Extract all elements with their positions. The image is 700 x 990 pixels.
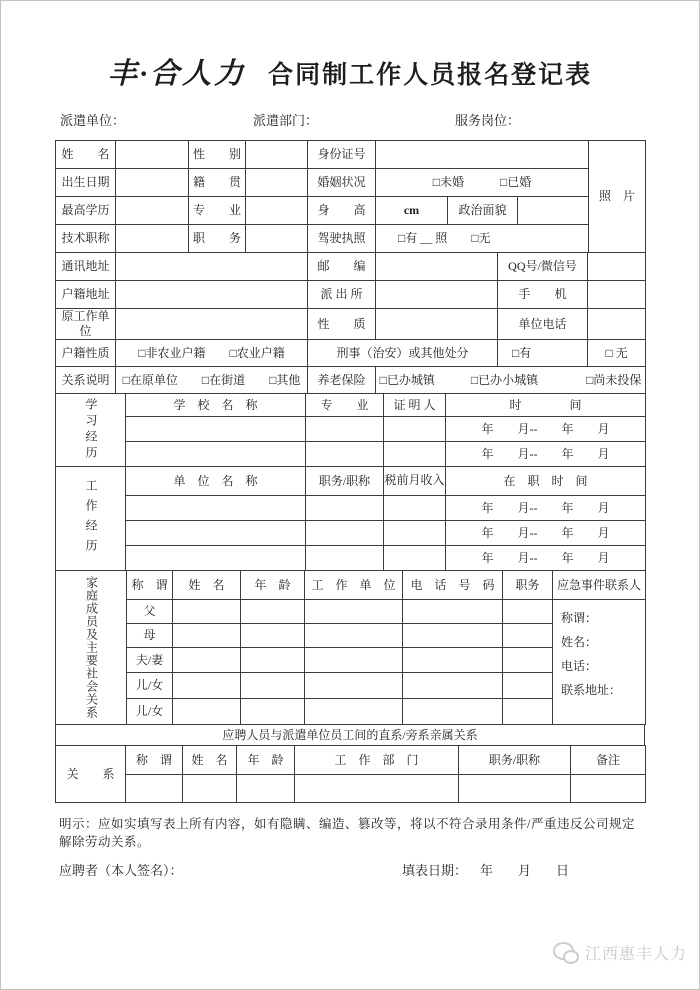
height-label: 身 高 [308,197,376,225]
family-age-value [241,648,305,673]
work-income-value [384,496,446,521]
edu-major-value [306,442,384,467]
family-employer-value [305,624,403,648]
family-age-value [241,699,305,725]
edu-witness-header: 证 明 人 [384,394,446,417]
work-position-header: 职务/职称 [306,467,384,496]
basic-info-section [55,140,646,253]
former-employer-value [116,309,308,340]
work-phone-value [588,309,646,340]
relation-position-value [459,775,571,803]
dispatch-unit-label: 派遣单位： [60,113,126,128]
relation-name-header: 姓 名 [183,746,237,775]
fill-date-label: 填表日期： [402,863,468,878]
edu-time-value: 年 月-- 年 月 [446,442,646,467]
major-label: 专 业 [189,197,246,225]
family-name-value [173,648,241,673]
family-position-header: 职务 [503,571,553,600]
work-company-value [126,521,306,546]
family-age-header: 年 龄 [241,571,305,600]
family-phone-value [403,673,503,699]
education-section-label: 学习经历 [56,394,126,467]
family-relation-header: 称 谓 [127,571,173,600]
work-company-value [126,496,306,521]
political-status-value [518,197,589,225]
family-age-value [241,600,305,624]
id-number-value [376,141,589,169]
position-value [246,225,308,253]
company-relation-section [55,745,646,803]
relation-relation-value [126,775,183,803]
relation-note-label: 关系说明 [56,367,116,394]
family-name-value [173,699,241,725]
nature-label: 性 质 [308,309,376,340]
work-income-header: 税前月收入 [384,467,446,496]
signature-row [55,860,645,878]
family-employer-value [305,600,403,624]
relation-note-options: □在原单位 □在街道 □其他 [116,367,308,394]
postcode-value [376,253,498,281]
postcode-label: 邮 编 [308,253,376,281]
pension-section [55,366,646,394]
edu-school-value [126,417,306,442]
family-employer-value [305,699,403,725]
family-age-value [241,624,305,648]
edu-major-header: 专 业 [306,394,384,417]
applicant-signature-label: 应聘者（本人签名）： [59,863,183,878]
service-post-label: 服务岗位： [455,113,521,128]
pension-label: 养老保险 [308,367,376,394]
school-name-header: 学 校 名 称 [126,394,306,417]
relation-name-value [183,775,237,803]
penalty-label: 刑事（治安）或其他处分 [308,340,498,367]
relation-remark-value [571,775,646,803]
family-position-value [503,624,553,648]
emergency-relation-label: 称谓： [561,611,598,625]
edu-witness-value [384,442,446,467]
work-time-value: 年 月-- 年 月 [446,496,646,521]
pension-options: □已办城镇 □已办小城镇 □尚未投保 [376,367,646,394]
family-employer-value [305,673,403,699]
family-section-label: 家庭成员及主要社会关系 [56,571,127,725]
emergency-name-label: 姓名： [561,635,598,649]
education-level-value [116,197,189,225]
form-title: 合同制工作人员报名登记表 [268,62,593,89]
household-address-value [116,281,308,309]
family-phone-value [403,624,503,648]
watermark [553,941,687,964]
height-unit: cm [376,197,448,225]
work-position-value [306,496,384,521]
gender-label: 性 别 [189,141,246,169]
family-name-value [173,673,241,699]
notice-text: 明示：应如实填写表上所有内容，如有隐瞒、编造、篡改等，将以不符合录用条件/严重违反公司规定解除劳动关系。 [59,817,635,849]
family-name-header: 姓 名 [173,571,241,600]
work-phone-label: 单位电话 [498,309,588,340]
work-position-value [306,521,384,546]
family-position-value [503,673,553,699]
family-section [55,570,646,725]
fill-date-value: 年 月 日 [480,863,576,878]
family-employer-value [305,648,403,673]
family-phone-value [403,699,503,725]
emergency-contact-header: 应急事件联系人 [553,571,646,600]
dispatch-dept-label: 派遣部门： [253,113,319,128]
penalty-no-checkbox: □ 无 [588,340,646,367]
nature-value [376,309,498,340]
family-name-value [173,624,241,648]
work-section [55,466,646,571]
former-employer-label: 原工作单位 [56,309,116,340]
company-logo-text: 丰·合人力 [107,58,247,90]
relation-dept-value [295,775,459,803]
edu-witness-value [384,417,446,442]
kinship-note: 应聘人员与派遣单位员工间的直系/旁系亲属关系 [56,725,645,746]
emergency-contact-fields [553,600,646,725]
family-position-value [503,600,553,624]
emergency-address-label: 联系地址： [561,683,622,697]
family-phone-value [403,648,503,673]
tech-title-value [116,225,189,253]
wechat-icon [553,942,579,964]
family-name-value [173,600,241,624]
family-member-label: 父 [127,600,173,624]
work-position-value [306,546,384,571]
family-age-value [241,673,305,699]
position-label: 职 务 [189,225,246,253]
qq-wechat-label: QQ号/微信号 [498,253,588,281]
family-position-value [503,699,553,725]
kinship-section [55,724,645,746]
mailing-address-label: 通讯地址 [56,253,116,281]
company-name-header: 单 位 名 称 [126,467,306,496]
birthdate-label: 出生日期 [56,169,116,197]
native-place-value [246,169,308,197]
gender-value [246,141,308,169]
relation-relation-header: 称 谓 [126,746,183,775]
qq-wechat-value [588,253,646,281]
name-label: 姓 名 [56,141,116,169]
education-section [55,393,646,467]
relation-remark-header: 备注 [571,746,646,775]
registration-table [55,140,645,803]
driver-license-options: □有 __ 照 □无 [376,225,589,253]
page-title [55,51,645,92]
political-status-label: 政治面貌 [448,197,518,225]
edu-school-value [126,442,306,467]
hukou-nature-label: 户籍性质 [56,340,116,367]
edu-time-header: 时 间 [446,394,646,417]
police-station-label: 派 出 所 [308,281,376,309]
police-station-value [376,281,498,309]
photo-box: 照 片 [589,141,646,253]
relation-age-header: 年 龄 [237,746,295,775]
relation-age-value [237,775,295,803]
mobile-label: 手 机 [498,281,588,309]
household-address-label: 户籍地址 [56,281,116,309]
work-income-value [384,546,446,571]
major-value [246,197,308,225]
family-employer-header: 工 作 单 位 [305,571,403,600]
family-member-label: 儿/女 [127,673,173,699]
work-income-value [384,521,446,546]
native-place-label: 籍 贯 [189,169,246,197]
edu-major-value [306,417,384,442]
name-value [116,141,189,169]
work-company-value [126,546,306,571]
hukou-section [55,339,646,367]
family-phone-value [403,600,503,624]
marital-status-label: 婚姻状况 [308,169,376,197]
family-member-label: 儿/女 [127,699,173,725]
contact-section [55,252,646,340]
emergency-phone-label: 电话： [561,659,598,673]
meta-row [55,110,645,128]
education-level-label: 最高学历 [56,197,116,225]
family-member-label: 母 [127,624,173,648]
family-phone-header: 电 话 号 码 [403,571,503,600]
id-number-label: 身份证号 [308,141,376,169]
driver-license-label: 驾驶执照 [308,225,376,253]
mobile-value [588,281,646,309]
form-content [55,1,645,878]
relation-position-header: 职务/职称 [459,746,571,775]
relation-dept-header: 工 作 部 门 [295,746,459,775]
mailing-address-value [116,253,308,281]
tech-title-label: 技术职称 [56,225,116,253]
marital-status-options: □未婚 □已婚 [376,169,589,197]
watermark-text: 江西惠丰人力 [584,946,687,963]
birthdate-value [116,169,189,197]
work-section-label: 工作经历 [56,467,126,571]
hukou-nature-options: □非农业户籍 □农业户籍 [116,340,308,367]
edu-time-value: 年 月-- 年 月 [446,417,646,442]
family-member-label: 夫/妻 [127,648,173,673]
penalty-yes-checkbox: □有 [498,340,588,367]
work-time-value: 年 月-- 年 月 [446,546,646,571]
work-time-value: 年 月-- 年 月 [446,521,646,546]
work-period-header: 在 职 时 间 [446,467,646,496]
relation-section-label: 关 系 [56,746,126,803]
family-position-value [503,648,553,673]
